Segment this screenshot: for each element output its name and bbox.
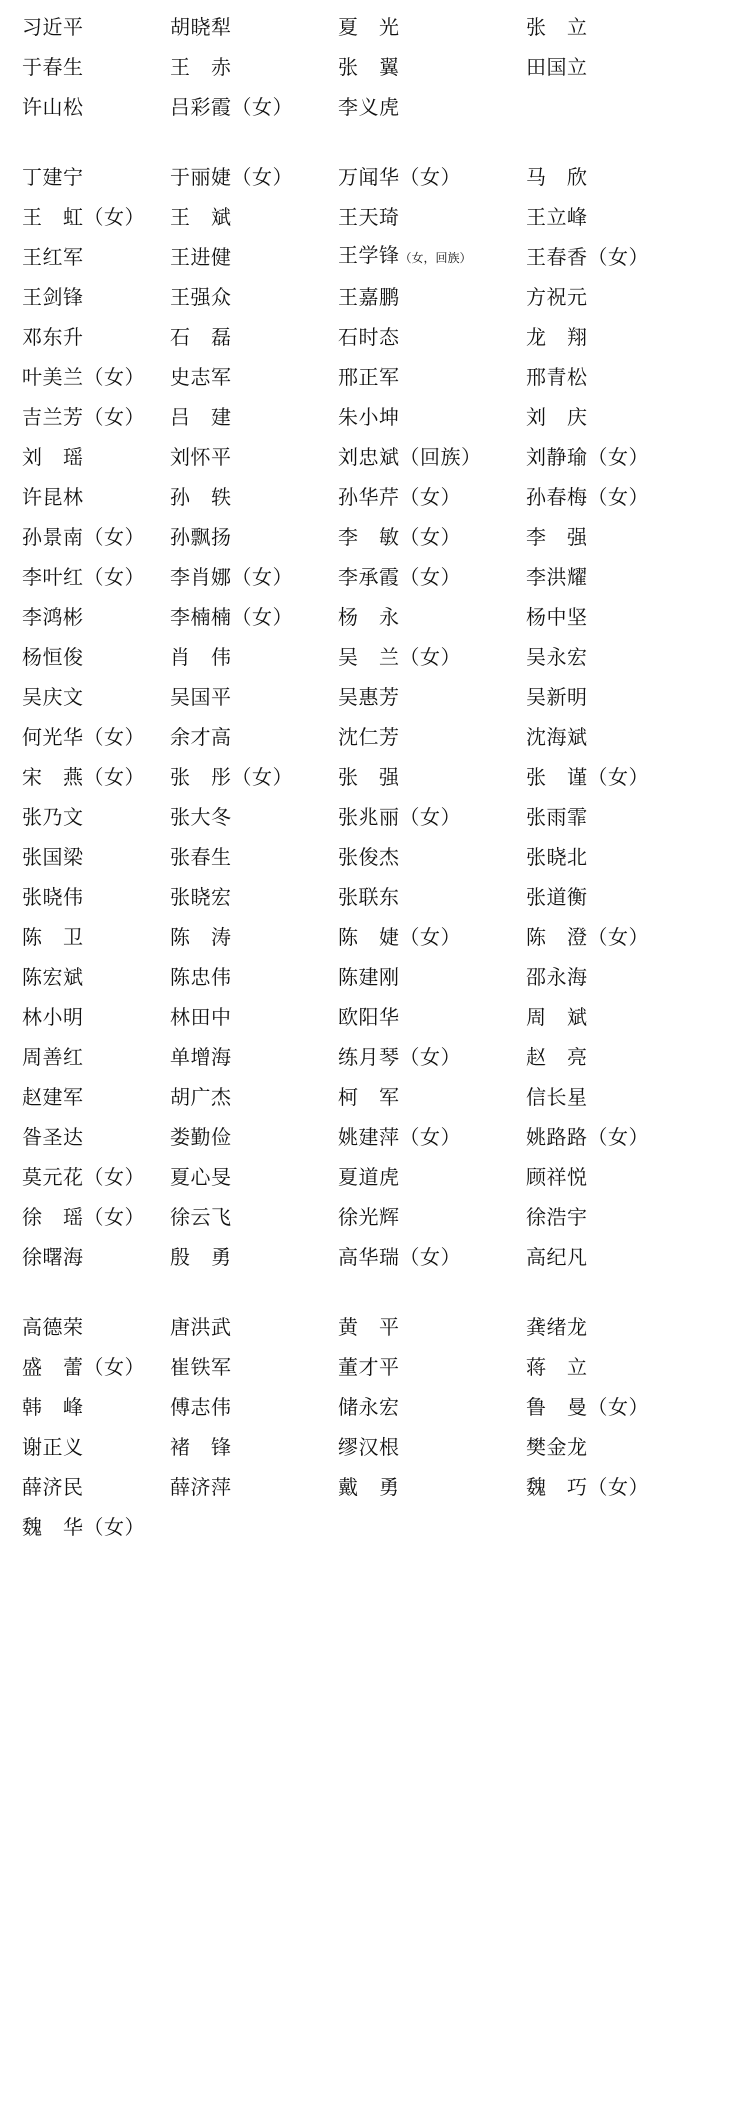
name-cell: 王进健: [170, 247, 232, 269]
name-row: [18, 598, 732, 638]
name-cell: 王红军: [22, 247, 84, 269]
name-cell: 王剑锋: [22, 287, 84, 309]
name-cell: 娄勤俭: [170, 1127, 232, 1149]
name-cell: 吴国平: [170, 687, 232, 709]
name-cell: 褚 锋: [170, 1437, 232, 1459]
name-row: [18, 318, 732, 358]
name-row: [18, 478, 732, 518]
name-row: [18, 1428, 732, 1468]
name-cell: 丁建宁: [22, 167, 84, 189]
name-cell: 王 斌: [170, 207, 232, 229]
name-cell: 高纪凡: [526, 1247, 588, 1269]
name-cell: 方祝元: [526, 287, 588, 309]
name-cell: 储永宏: [338, 1397, 400, 1419]
name-row: [18, 1038, 732, 1078]
name-cell: 王学锋（女，回族）: [338, 245, 472, 267]
name-row: [18, 638, 732, 678]
name-row: [18, 238, 732, 278]
name-group: [18, 1308, 732, 1548]
name-cell: 吴惠芳: [338, 687, 400, 709]
name-cell: 赵 亮: [526, 1047, 588, 1069]
name-cell: 邵永海: [526, 967, 588, 989]
name-cell: 王立峰: [526, 207, 588, 229]
name-cell: 陈 婕（女）: [338, 927, 461, 949]
name-row: [18, 878, 732, 918]
name-cell: 林小明: [22, 1007, 84, 1029]
name-cell: 蒋 立: [526, 1357, 588, 1379]
name-cell: 薛济民: [22, 1477, 84, 1499]
name-row: [18, 1158, 732, 1198]
name-row: [18, 88, 732, 128]
name-cell: 张联东: [338, 887, 400, 909]
name-cell: 龙 翔: [526, 327, 588, 349]
name-row: [18, 8, 732, 48]
name-cell: 王强众: [170, 287, 232, 309]
name-cell: 陈建刚: [338, 967, 400, 989]
name-cell: 柯 军: [338, 1087, 400, 1109]
name-cell: 顾祥悦: [526, 1167, 588, 1189]
name-cell: 练月琴（女）: [338, 1047, 461, 1069]
name-cell: 董才平: [338, 1357, 400, 1379]
name-cell: 周善红: [22, 1047, 84, 1069]
name-cell: 林田中: [170, 1007, 232, 1029]
name-cell: 张兆丽（女）: [338, 807, 461, 829]
name-cell: 田国立: [526, 57, 588, 79]
name-cell: 吴 兰（女）: [338, 647, 461, 669]
name-cell: 张晓宏: [170, 887, 232, 909]
name-row: [18, 1198, 732, 1238]
name-row: [18, 1308, 732, 1348]
name-cell: 张 翼: [338, 57, 400, 79]
name-cell: 于春生: [22, 57, 84, 79]
name-cell: 殷 勇: [170, 1247, 232, 1269]
name-cell: 缪汉根: [338, 1437, 400, 1459]
name-cell: 张 谨（女）: [526, 767, 649, 789]
name-cell: 吴庆文: [22, 687, 84, 709]
name-cell: 孙景南（女）: [22, 527, 145, 549]
name-cell: 李楠楠（女）: [170, 607, 293, 629]
name-cell: 吕 建: [170, 407, 232, 429]
name-cell: 李 敏（女）: [338, 527, 461, 549]
name-row: [18, 998, 732, 1038]
name-cell: 叶美兰（女）: [22, 367, 145, 389]
name-group: [18, 158, 732, 1278]
name-row: [18, 438, 732, 478]
name-cell: 夏心旻: [170, 1167, 232, 1189]
name-row: [18, 678, 732, 718]
name-cell: 徐浩宇: [526, 1207, 588, 1229]
name-cell: 张 彤（女）: [170, 767, 293, 789]
name-cell: 单增海: [170, 1047, 232, 1069]
name-cell: 石时态: [338, 327, 400, 349]
name-cell: 李叶红（女）: [22, 567, 145, 589]
name-row: [18, 918, 732, 958]
name-cell: 张晓伟: [22, 887, 84, 909]
name-cell: 傅志伟: [170, 1397, 232, 1419]
name-row: [18, 838, 732, 878]
name-cell: 邢正军: [338, 367, 400, 389]
name-cell: 李承霞（女）: [338, 567, 461, 589]
name-cell: 王 虹（女）: [22, 207, 145, 229]
name-row: [18, 398, 732, 438]
name-cell: 史志军: [170, 367, 232, 389]
name-cell: 黄 平: [338, 1317, 400, 1339]
name-cell: 张晓北: [526, 847, 588, 869]
name-cell: 邢青松: [526, 367, 588, 389]
name-cell: 周 斌: [526, 1007, 588, 1029]
name-row: [18, 518, 732, 558]
name-cell: 高德荣: [22, 1317, 84, 1339]
name-cell: 龚绪龙: [526, 1317, 588, 1339]
name-cell: 张俊杰: [338, 847, 400, 869]
name-cell: 陈 涛: [170, 927, 232, 949]
name-cell: 胡晓犁: [170, 17, 232, 39]
name-cell: 王天琦: [338, 207, 400, 229]
name-cell: 张春生: [170, 847, 232, 869]
name-cell: 信长星: [526, 1087, 588, 1109]
name-cell: 谢正义: [22, 1437, 84, 1459]
name-cell: 李洪耀: [526, 567, 588, 589]
name-cell: 宋 燕（女）: [22, 767, 145, 789]
name-cell: 刘忠斌（回族）: [338, 447, 482, 469]
name-cell: 孙飘扬: [170, 527, 232, 549]
name-row: [18, 198, 732, 238]
name-cell: 高华瑞（女）: [338, 1247, 461, 1269]
name-cell: 徐光辉: [338, 1207, 400, 1229]
name-row: [18, 1118, 732, 1158]
name-cell: 崔铁军: [170, 1357, 232, 1379]
name-cell: 赵建军: [22, 1087, 84, 1109]
name-cell: 刘怀平: [170, 447, 232, 469]
name-cell: 朱小坤: [338, 407, 400, 429]
name-cell: 魏 巧（女）: [526, 1477, 649, 1499]
name-cell: 肖 伟: [170, 647, 232, 669]
name-cell: 余才高: [170, 727, 232, 749]
name-row: [18, 1468, 732, 1508]
name-cell: 王嘉鹏: [338, 287, 400, 309]
name-cell: 昝圣达: [22, 1127, 84, 1149]
name-cell: 刘 瑶: [22, 447, 84, 469]
name-cell: 李肖娜（女）: [170, 567, 293, 589]
name-cell: 孙华芹（女）: [338, 487, 461, 509]
name-cell: 张道衡: [526, 887, 588, 909]
name-cell: 万闻华（女）: [338, 167, 461, 189]
name-row: [18, 48, 732, 88]
name-cell: 夏 光: [338, 17, 400, 39]
name-cell: 戴 勇: [338, 1477, 400, 1499]
name-cell: 魏 华（女）: [22, 1517, 145, 1539]
name-cell: 刘静瑜（女）: [526, 447, 649, 469]
name-cell: 李 强: [526, 527, 588, 549]
name-cell: 姚建萍（女）: [338, 1127, 461, 1149]
name-cell: 沈仁芳: [338, 727, 400, 749]
name-cell: 孙 轶: [170, 487, 232, 509]
name-cell: 薛济萍: [170, 1477, 232, 1499]
name-cell: 陈 澄（女）: [526, 927, 649, 949]
name-group: [18, 8, 732, 128]
name-cell: 盛 蕾（女）: [22, 1357, 145, 1379]
name-cell: 欧阳华: [338, 1007, 400, 1029]
name-cell: 唐洪武: [170, 1317, 232, 1339]
name-cell: 许山松: [22, 97, 84, 119]
name-row: [18, 1508, 732, 1548]
name-cell: 于丽婕（女）: [170, 167, 293, 189]
name-cell: 陈 卫: [22, 927, 84, 949]
name-cell: 李义虎: [338, 97, 400, 119]
name-cell: 胡广杰: [170, 1087, 232, 1109]
name-cell: 夏道虎: [338, 1167, 400, 1189]
name-cell: 习近平: [22, 17, 84, 39]
name-cell: 杨中坚: [526, 607, 588, 629]
name-cell: 石 磊: [170, 327, 232, 349]
name-row: [18, 758, 732, 798]
name-row: [18, 718, 732, 758]
name-cell: 王 赤: [170, 57, 232, 79]
name-cell: 姚路路（女）: [526, 1127, 649, 1149]
name-cell: 何光华（女）: [22, 727, 145, 749]
name-row: [18, 278, 732, 318]
name-cell: 刘 庆: [526, 407, 588, 429]
name-row: [18, 1078, 732, 1118]
name-cell: 鲁 曼（女）: [526, 1397, 649, 1419]
name-row: [18, 158, 732, 198]
name-cell: 徐曙海: [22, 1247, 84, 1269]
name-row: [18, 1388, 732, 1428]
name-cell: 李鸿彬: [22, 607, 84, 629]
name-annotation: （女，回族）: [399, 251, 472, 265]
name-row: [18, 958, 732, 998]
name-cell: 樊金龙: [526, 1437, 588, 1459]
name-cell: 邓东升: [22, 327, 84, 349]
name-cell: 吉兰芳（女）: [22, 407, 145, 429]
name-row: [18, 1348, 732, 1388]
name-row: [18, 558, 732, 598]
name-cell: 张雨霏: [526, 807, 588, 829]
name-cell: 徐云飞: [170, 1207, 232, 1229]
name-cell: 张大冬: [170, 807, 232, 829]
name-row: [18, 798, 732, 838]
name-cell: 杨恒俊: [22, 647, 84, 669]
name-cell: 孙春梅（女）: [526, 487, 649, 509]
name-cell: 韩 峰: [22, 1397, 84, 1419]
name-list-container: [18, 8, 732, 1548]
name-cell: 张 强: [338, 767, 400, 789]
name-cell: 吴永宏: [526, 647, 588, 669]
name-cell: 陈宏斌: [22, 967, 84, 989]
name-cell: 张 立: [526, 17, 588, 39]
name-cell: 沈海斌: [526, 727, 588, 749]
name-cell: 王春香（女）: [526, 247, 649, 269]
name-row: [18, 1238, 732, 1278]
name-cell: 陈忠伟: [170, 967, 232, 989]
name-row: [18, 358, 732, 398]
name-cell: 徐 瑶（女）: [22, 1207, 145, 1229]
name-cell: 张国梁: [22, 847, 84, 869]
name-cell: 杨 永: [338, 607, 400, 629]
name-cell: 吕彩霞（女）: [170, 97, 293, 119]
name-cell: 张乃文: [22, 807, 84, 829]
name-cell: 莫元花（女）: [22, 1167, 145, 1189]
name-cell: 马 欣: [526, 167, 588, 189]
name-cell: 吴新明: [526, 687, 588, 709]
name-cell: 许昆林: [22, 487, 84, 509]
